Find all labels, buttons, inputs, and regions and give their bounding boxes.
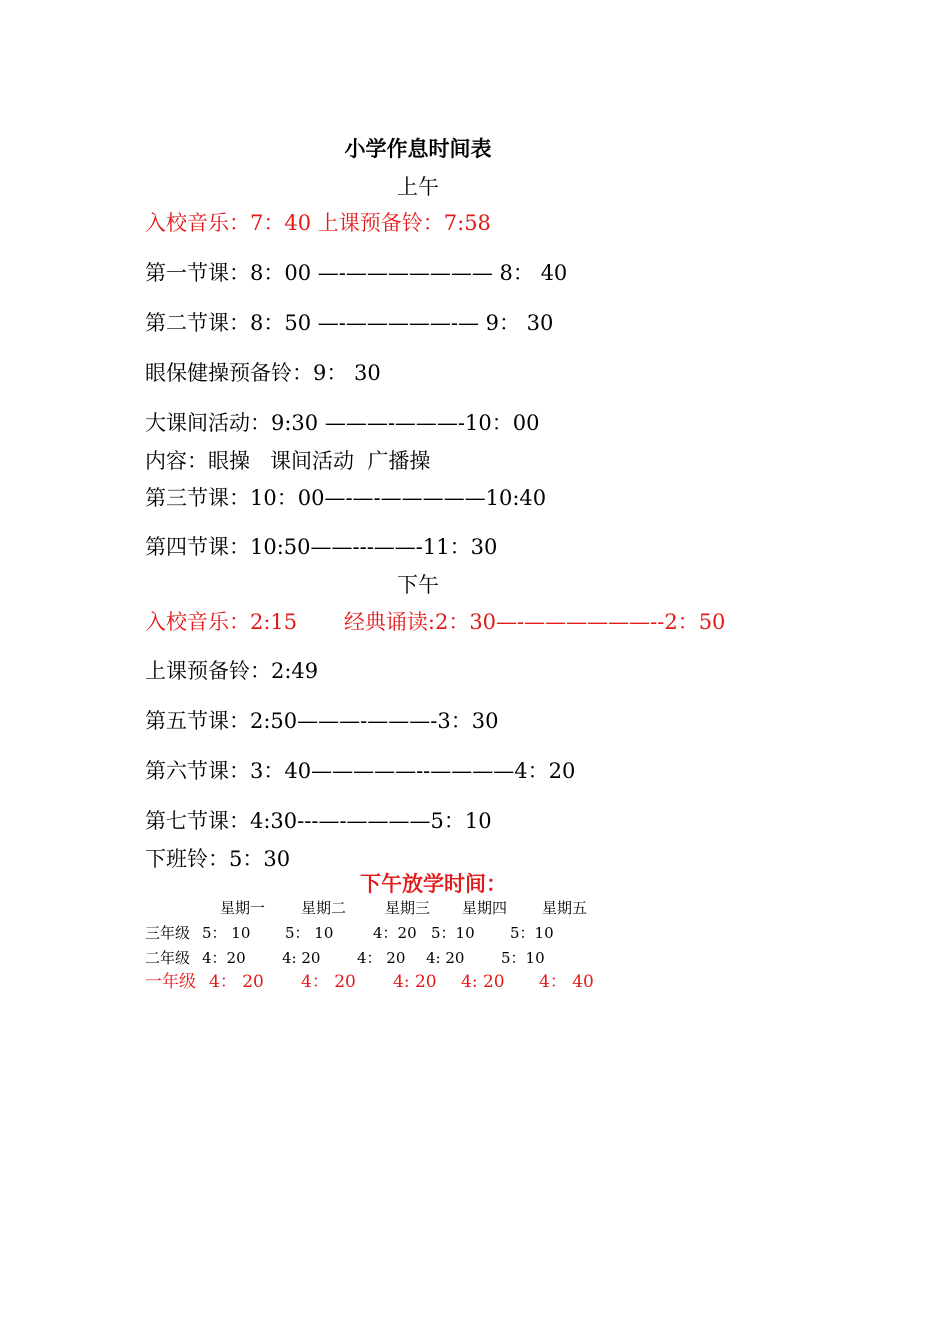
activity-content-line: 内容：眼操 课间活动 广播操 — [145, 449, 431, 473]
afternoon-heading: 下午 — [397, 573, 439, 597]
schedule-line: 第三节课：10：00—-—-—————10:40 — [145, 486, 547, 510]
table-cell: 4: 20 — [426, 949, 465, 967]
dismissal-heading: 下午放学时间： — [360, 871, 507, 896]
weekday-header: 星期一 — [220, 899, 266, 917]
weekday-header: 星期五 — [542, 899, 588, 917]
table-cell: 5：10 — [510, 924, 554, 942]
grade-label: 三年级 — [145, 924, 191, 942]
weekday-header: 星期二 — [301, 899, 347, 917]
table-cell: 5：10 — [501, 949, 545, 967]
morning-entry-line: 入校音乐：7：40 上课预备铃：7:58 — [145, 211, 491, 235]
table-cell: 4: 20 — [461, 972, 505, 992]
table-cell: 4：20 — [202, 949, 246, 967]
table-cell: 4: 20 — [282, 949, 321, 967]
weekday-header: 星期三 — [385, 899, 431, 917]
schedule-line: 眼保健操预备铃：9： 30 — [145, 361, 381, 385]
table-cell: 4：20 — [373, 924, 417, 942]
table-cell: 5：10 — [431, 924, 475, 942]
table-cell: 4: 20 — [393, 972, 437, 992]
table-cell: 4： 20 — [301, 972, 356, 992]
weekday-header: 星期四 — [462, 899, 508, 917]
table-cell: 4： 20 — [209, 972, 264, 992]
page-title: 小学作息时间表 — [344, 136, 492, 161]
schedule-line: 第六节课：3：40—————--————4：20 — [145, 759, 576, 783]
table-cell: 5： 10 — [202, 924, 251, 942]
schedule-line: 上课预备铃：2:49 — [145, 659, 319, 683]
schedule-line: 第四节课：10:50——---——-11：30 — [145, 535, 498, 559]
schedule-line: 大课间活动：9:30 ———-———-10：00 — [145, 411, 540, 435]
schedule-line: 下班铃：5：30 — [145, 847, 291, 871]
afternoon-entry-line: 入校音乐：2:15 经典诵读:2：30—-——————--2：50 — [145, 610, 726, 634]
table-cell: 4： 20 — [357, 949, 406, 967]
schedule-line: 第五节课：2:50———-———-3：30 — [145, 709, 499, 733]
schedule-line: 第一节课：8：00 —-——————— 8： 40 — [145, 261, 568, 285]
table-cell: 5： 10 — [285, 924, 334, 942]
schedule-line: 第七节课：4:30---—-————5：10 — [145, 809, 492, 833]
schedule-line: 第二节课：8：50 —-—————-— 9： 30 — [145, 311, 554, 335]
grade-label: 一年级 — [145, 972, 196, 992]
grade-label: 二年级 — [145, 949, 191, 967]
table-cell: 4： 40 — [539, 972, 594, 992]
morning-heading: 上午 — [397, 175, 439, 199]
